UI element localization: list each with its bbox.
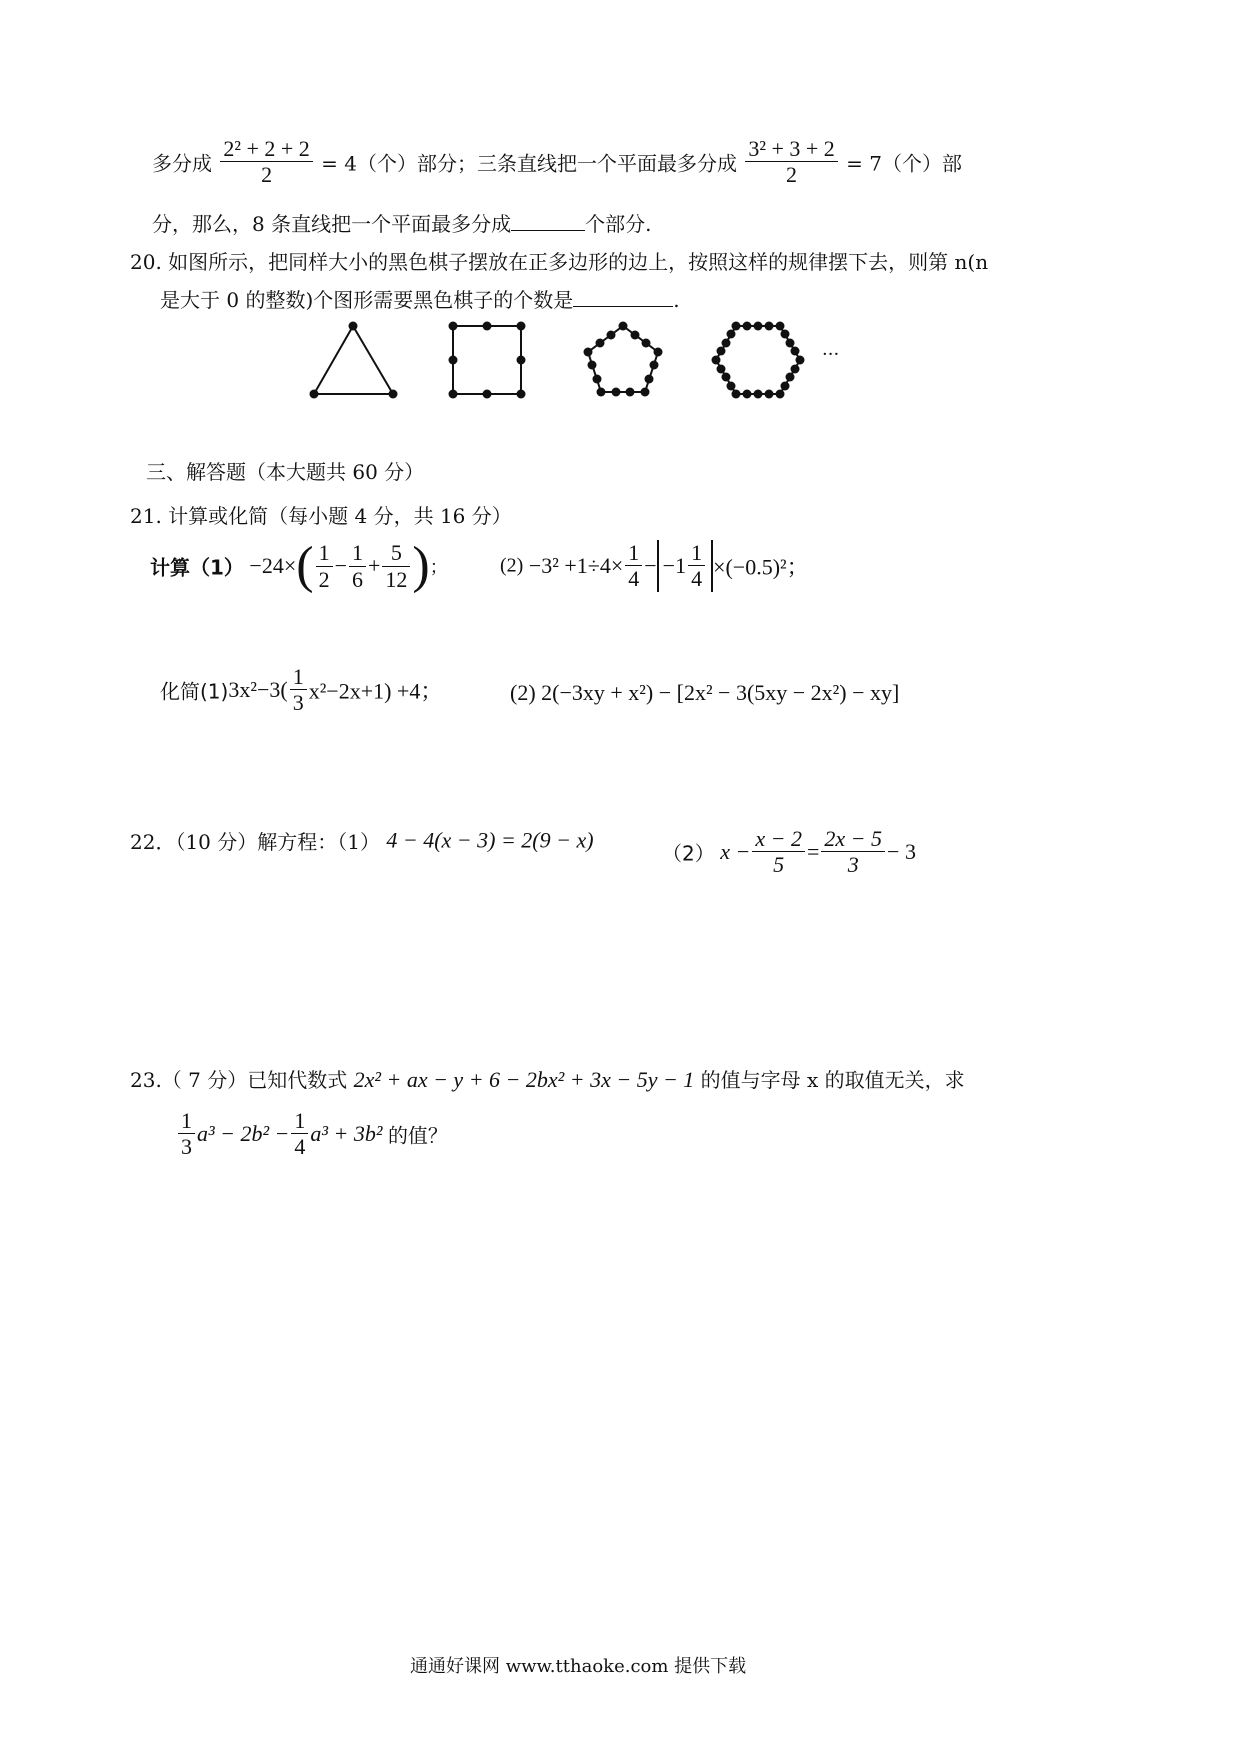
q21-calc-1: 计算（1） −24×( $\frac{1}{2}$ − $\frac{1}{6}$ + $\frac{5}{12}$ )； — [150, 537, 448, 594]
polygon-pattern-figure — [290, 310, 880, 410]
absolute-value: −1 $\frac{1}{4}$ — [657, 540, 713, 592]
q21-calc-2: (2) −3² +1÷4× $\frac{1}{4}$ − −1 $\frac{1}{4}$ ×(−0.5)²； — [500, 540, 809, 592]
q19-line2: 分，那么，8 条直线把一个平面最多分成 个部分. — [152, 212, 652, 236]
section-title: 三、解答题（本大题共 60 分） — [146, 460, 425, 484]
q19-lead: 多分成 — [152, 151, 212, 176]
q20-line2: 是大于 0 的整数)个图形需要黑色棋子的个数是 . — [160, 288, 680, 312]
q21-heading: 21. 计算或化简（每小题 4 分，共 16 分） — [130, 504, 512, 528]
q21-simplify-2: (2) 2(−3xy + x²) − [2x² − 3(5xy − 2x²) − xy] — [510, 680, 900, 705]
footer-text: 通通好课网 www.tthaoke.com 提供下载 — [410, 1656, 747, 1677]
answer-blank — [511, 212, 585, 231]
calc-label: 计算（1） — [150, 555, 244, 580]
pattern-ellipsis: ··· — [822, 344, 840, 365]
hexagon-dots — [712, 322, 805, 399]
q19-equation-text: = 4（个）部分；三条直线把一个平面最多分成 — [321, 151, 737, 176]
q22-line: 22．（10 分）解方程：（1） 4 − 4(x − 3) = 2(9 − x) — [130, 827, 594, 854]
q23-line2: $\frac{1}{3}$ a³ − 2b² − $\frac{1}{4}$ a³ + 3b² 的值？ — [176, 1108, 448, 1178]
triangle-figure — [314, 326, 393, 394]
q19-equation-text-2: = 7（个）部 — [846, 151, 962, 176]
square-figure — [453, 326, 521, 394]
answer-blank — [573, 288, 673, 307]
square-dots — [449, 322, 526, 399]
q21-simplify-1: 化简(1)3x²−3( $\frac{1}{3}$ x²−2x+1) +4； — [160, 664, 443, 716]
pentagon-dots — [584, 322, 663, 397]
q19-fraction-1: $\frac{\text{2² + 2 + 2}}{2}$ — [220, 136, 312, 188]
q20-line1: 20. 如图所示，把同样大小的黑色棋子摆放在正多边形的边上，按照这样的规律摆下去，则第 n(n — [130, 250, 989, 274]
q19-fraction-2: $\frac{\text{3² + 3 + 2}}{2}$ — [745, 136, 837, 188]
q19-line1 — [152, 136, 962, 198]
triangle-dots — [310, 322, 398, 399]
q22-equation-2: （2） x − $\frac{x - 2}{5}$ = $\frac{2x - 5}{3}$ − 3 — [662, 826, 916, 878]
q23-line1: 23.（ 7 分）已知代数式 2x² + ax − y + 6 − 2bx² + 3x − 5y − 1 的值与字母 x 的取值无关，求 — [130, 1067, 965, 1092]
